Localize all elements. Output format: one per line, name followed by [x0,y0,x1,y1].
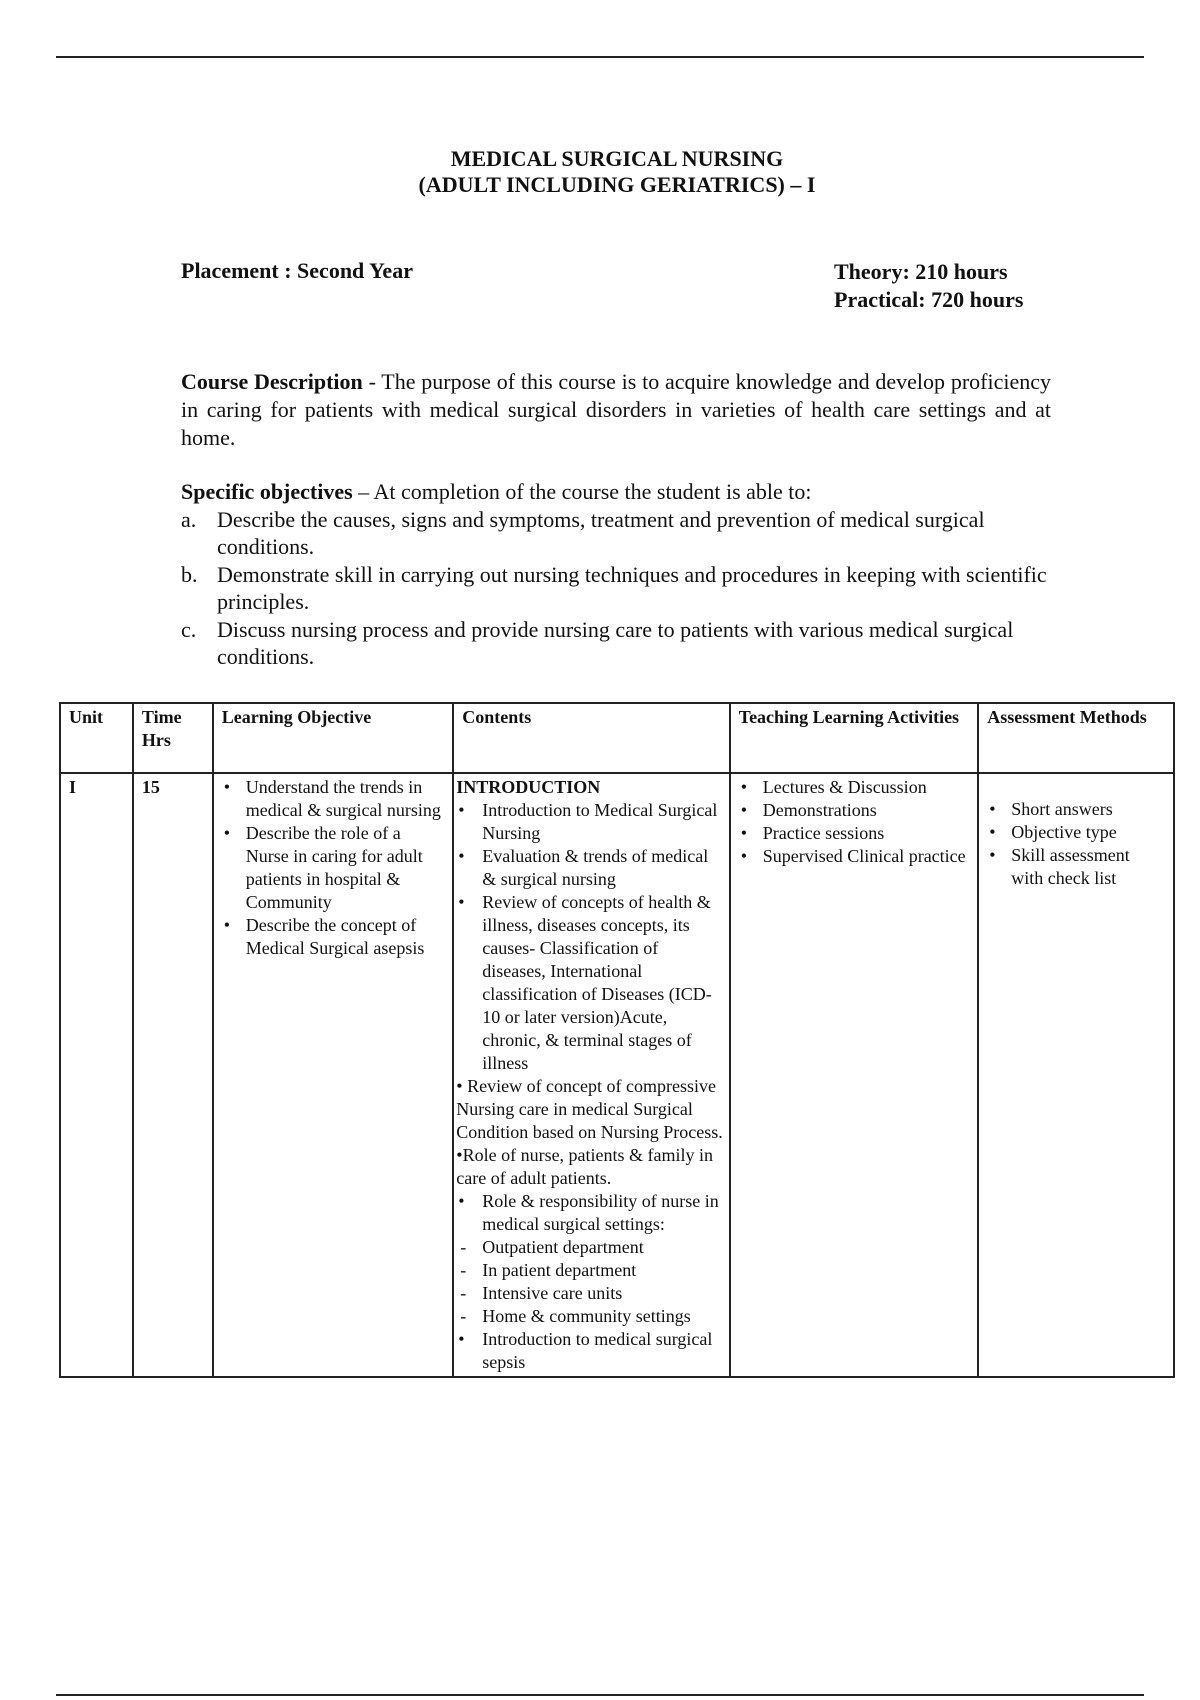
practical-hours: Practical: 720 hours [834,287,1024,312]
list-item: • Understand the trends in medical & surgical nursing [222,776,444,822]
objectives-list [222,776,444,960]
objective-item [181,561,1061,616]
contents-item: • Review of concepts of health & illness, diseases concepts, its causes- Classification of diseases, International classification of Diseases (ICD-10 or later version)Acute, chronic, & terminal stages of illness [456,891,724,1075]
list-item: • Short answers [987,798,1165,821]
contents-item: •Role of nurse, patients & family in care of adult patients. [456,1145,714,1188]
time-cell: 15 [133,773,213,1377]
placement: Placement : Second Year [181,258,413,283]
title-line-2: (ADULT INCLUDING GERIATRICS) – I [418,172,816,197]
header-time: Time Hrs [133,703,213,773]
page-title [0,146,1200,198]
table-header-row [60,703,1174,773]
activities-cell [730,773,979,1377]
course-description [181,368,1051,452]
list-item: • Supervised Clinical practice [739,845,970,868]
contents-item: • Role & responsibility of nurse in medical surgical settings: [456,1190,724,1236]
header-learning-objective: Learning Objective [213,703,453,773]
header-activities: Teaching Learning Activities [730,703,979,773]
objectives-heading [181,478,1061,506]
unit-cell: I [60,773,133,1377]
list-item: • Describe the concept of Medical Surgical asepsis [222,914,444,960]
list-item: • Lectures & Discussion [739,776,970,799]
hours-block [834,258,1023,314]
contents-item: - In patient department [456,1259,724,1282]
header-assessment: Assessment Methods [978,703,1174,773]
activities-list [739,776,970,868]
contents-item: • Introduction to medical surgical sepsis [456,1328,724,1374]
title-line-1: MEDICAL SURGICAL NURSING [450,146,784,171]
objectives-intro: – At completion of the course the student is able to: [352,479,812,504]
list-item: • Skill assessment with check list [987,844,1165,890]
objective-letter: a. [181,506,197,532]
list-item: • Objective type [987,821,1165,844]
theory-hours: Theory: 210 hours [834,259,1008,284]
objective-letter: c. [181,616,197,642]
header-contents: Contents [453,703,729,773]
contents-list [456,799,724,1374]
objective-item [181,506,1061,561]
contents-cell [453,773,729,1377]
contents-item: • Evaluation & trends of medical & surgical nursing [456,845,724,891]
top-rule [56,56,1144,58]
objective-letter: b. [181,561,198,587]
contents-heading: INTRODUCTION [456,777,601,797]
specific-objectives [181,478,1061,671]
bottom-rule [56,1694,1144,1696]
objective-text: Demonstrate skill in carrying out nursing techniques and procedures in keeping with scientific principles. [217,561,1047,614]
course-description-text: - The purpose of this course is to acquire knowledge and develop proficiency in caring for patients with medical surgical disorders in varieties of health care settings and at home. [181,369,1051,450]
list-item: • Practice sessions [739,822,970,845]
contents-item: - Home & community settings [456,1305,724,1328]
list-item: • Describe the role of a Nurse in caring for adult patients in hospital & Community [222,822,444,914]
objective-text: Discuss nursing process and provide nursing care to patients with various medical surgical conditions. [217,616,1014,669]
table-row [60,773,1174,1377]
header-unit: Unit [60,703,133,773]
contents-item: - Intensive care units [456,1282,724,1305]
syllabus-table [59,702,1175,1378]
objective-item [181,616,1061,671]
assessment-cell [978,773,1174,1377]
objective-text: Describe the causes, signs and symptoms, treatment and prevention of medical surgical conditions. [217,506,985,559]
objectives-label: Specific objectives [181,479,353,504]
contents-item: • Introduction to Medical Surgical Nursing [456,799,724,845]
contents-item: • Review of concept of compressive Nursing care in medical Surgical Condition based on Nursing Process. [456,1076,723,1142]
objectives-cell [213,773,453,1377]
contents-item: - Outpatient department [456,1236,724,1259]
assessment-list [987,798,1165,890]
list-item: • Demonstrations [739,799,970,822]
course-description-label: Course Description [181,369,363,394]
